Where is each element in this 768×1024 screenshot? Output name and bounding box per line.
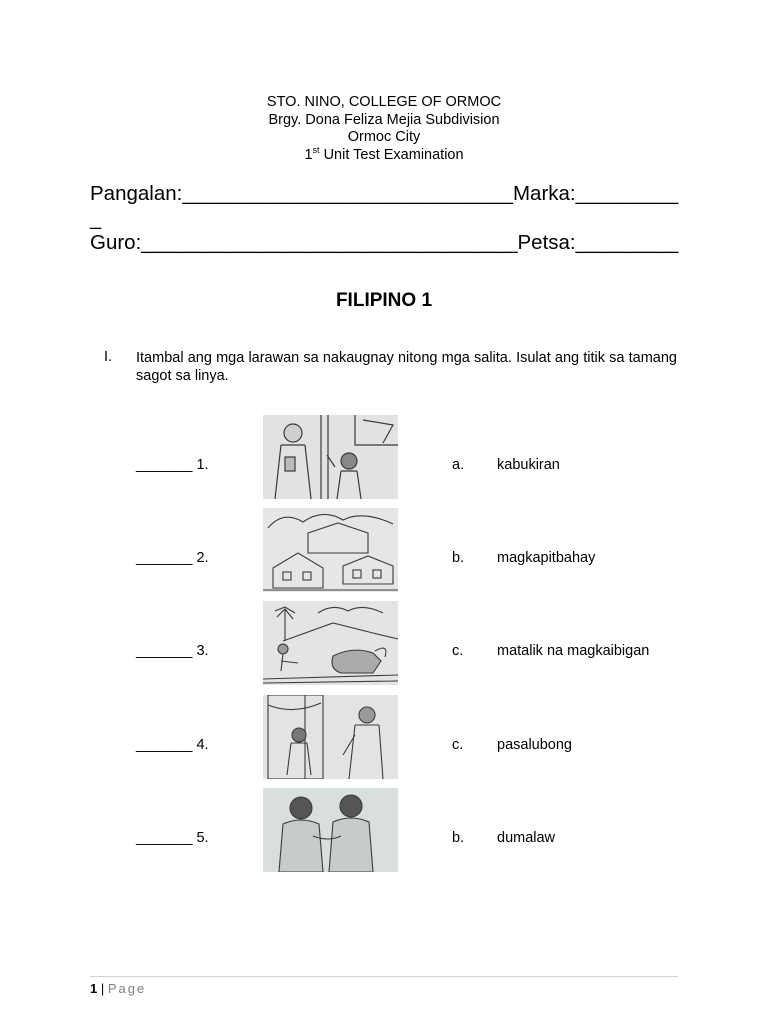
match-item-3 [0, 601, 768, 685]
page-label: Page [107, 981, 147, 996]
match-item-2 [0, 508, 768, 592]
school-city: Ormoc City [347, 129, 421, 145]
school-name: STO. NINO, COLLEGE OF ORMOC [266, 94, 502, 110]
illustration-visit [263, 695, 398, 779]
choice-word: dumalaw [497, 830, 556, 846]
choice-letter: a. [452, 457, 465, 473]
answer-blank: _______ 5. [136, 830, 209, 846]
document-header [0, 94, 768, 164]
page-separator: | [97, 981, 108, 996]
footer-divider [90, 976, 678, 977]
choice-letter: c. [452, 643, 464, 659]
illustration-neighborhood [263, 508, 398, 592]
choice-word: pasalubong [497, 737, 572, 753]
illustration-farm [263, 601, 398, 685]
exam-ordinal-suffix: st [312, 144, 320, 155]
answer-blank: _______ 4. [136, 737, 209, 753]
page-footer [90, 981, 146, 996]
choice-letter: b. [452, 550, 465, 566]
exam-title-text: Unit Test Examination [319, 146, 464, 163]
choice-word: kabukiran [497, 457, 560, 473]
instruction-text: Itambal ang mga larawan sa nakaugnay nitong mga salita. Isulat ang titik sa tamang sagot sa linya. [136, 350, 677, 384]
choice-letter: c. [452, 737, 464, 753]
subject-title: FILIPINO 1 [335, 290, 433, 311]
answer-blank: _______ 2. [136, 550, 209, 566]
match-item-1 [0, 415, 768, 499]
page-number: 1 [90, 981, 98, 996]
illustration-friends [263, 788, 398, 872]
match-item-4 [0, 695, 768, 779]
exam-title [0, 144, 768, 165]
match-item-5 [0, 788, 768, 872]
choice-word: magkapitbahay [497, 550, 596, 566]
name-score-line: Pangalan:_____________________________Marka:_________ [90, 182, 679, 205]
illustration-gift [263, 415, 398, 499]
school-address: Brgy. Dona Feliza Mejia Subdivision [268, 111, 500, 128]
answer-blank: _______ 1. [136, 457, 209, 473]
choice-letter: b. [452, 830, 465, 846]
teacher-date-line: Guro:_________________________________Petsa:_________ [90, 231, 679, 254]
answer-blank: _______ 3. [136, 643, 209, 659]
choice-word: matalik na magkaibigan [497, 643, 650, 659]
name-score-line-wrap: _ [90, 208, 102, 230]
exam-ordinal: 1 [304, 146, 313, 163]
instruction-number: I. [104, 349, 113, 365]
